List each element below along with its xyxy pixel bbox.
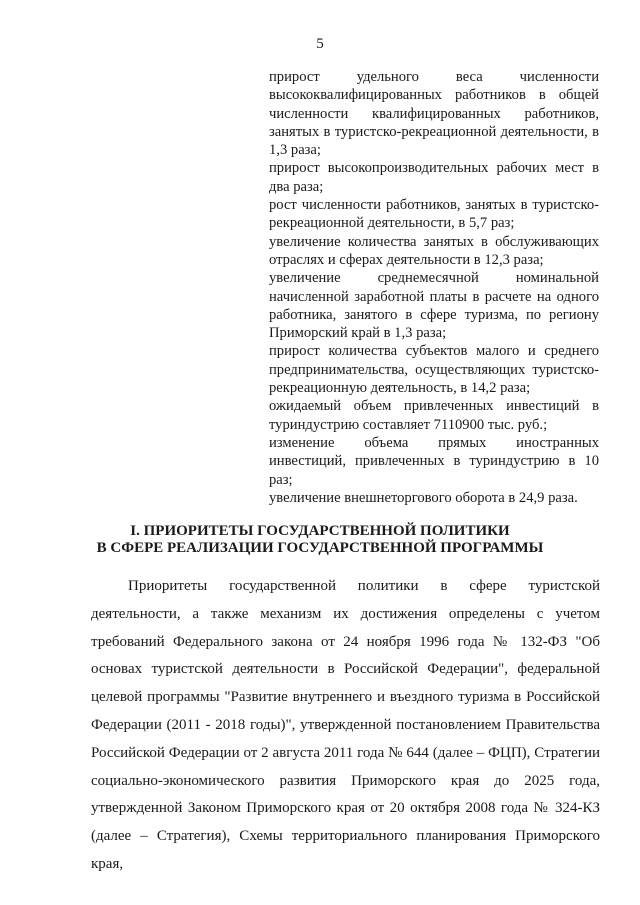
page-number: 5 <box>316 36 324 52</box>
list-item: изменение объема прямых иностранных инвестиций, привлеченных в туриндустрию в 10 раз; <box>269 434 599 488</box>
list-item: увеличение среднемесячной номинальной начисленной заработной платы в расчете на одного работника, занятого в сфере туризма, по региону Приморский край в 1,3 раза; <box>269 270 599 342</box>
list-item: увеличение количества занятых в обслуживающих отраслях и сферах деятельности в 12,3 раза; <box>269 233 599 268</box>
list-item: прирост удельного веса численности высококвалифицированных работников в общей численности квалифицированных работников, занятых в туристско-рекреационной деятельности, в 1,3 раза; <box>269 69 599 159</box>
section-heading-line-1: I. ПРИОРИТЕТЫ ГОСУДАРСТВЕННОЙ ПОЛИТИКИ <box>130 523 510 539</box>
section-heading-line-2: В СФЕРЕ РЕАЛИЗАЦИИ ГОСУДАРСТВЕННОЙ ПРОГРАММЫ <box>96 540 544 556</box>
body-paragraph: Приоритеты государственной политики в сфере туристской деятельности, а также механизм их достижения определены с учетом требований Федерального закона от 24 ноября 1996 года № 132-ФЗ "Об основах туристской деятельности в Российской Федерации", федеральной целевой программы "Развитие внутреннего и въездного туризма в Российской Федерации (2011 - 2018 годы)", утвержденной постановлением Правительства Российской Федерации от 2 августа 2011 года № 644 (далее – ФЦП), Стратегии социально-экономического развития Приморского края до 2025 года, утвержденной Законом Приморского края от 20 октября 2008 года № 324-КЗ (далее – Стратегия), Схемы территориального планирования Приморского края, <box>91 578 600 872</box>
list-item: прирост высокопроизводительных рабочих мест в два раза; <box>269 160 599 195</box>
list-item: увеличение внешнеторгового оборота в 24,9 раза. <box>269 489 578 506</box>
list-item: прирост количества субъектов малого и среднего предпринимательства, осуществляющих туристско-рекреационную деятельность, в 14,2 раза; <box>269 343 599 397</box>
section-heading <box>0 523 640 557</box>
section-body <box>91 573 600 879</box>
list-item: ожидаемый объем привлеченных инвестиций в туриндустрию составляет 7110900 тыс. руб.; <box>269 398 599 433</box>
list-item: рост численности работников, занятых в туристско-рекреационной деятельности, в 5,7 раз; <box>269 197 599 232</box>
indicators-list <box>269 68 599 507</box>
